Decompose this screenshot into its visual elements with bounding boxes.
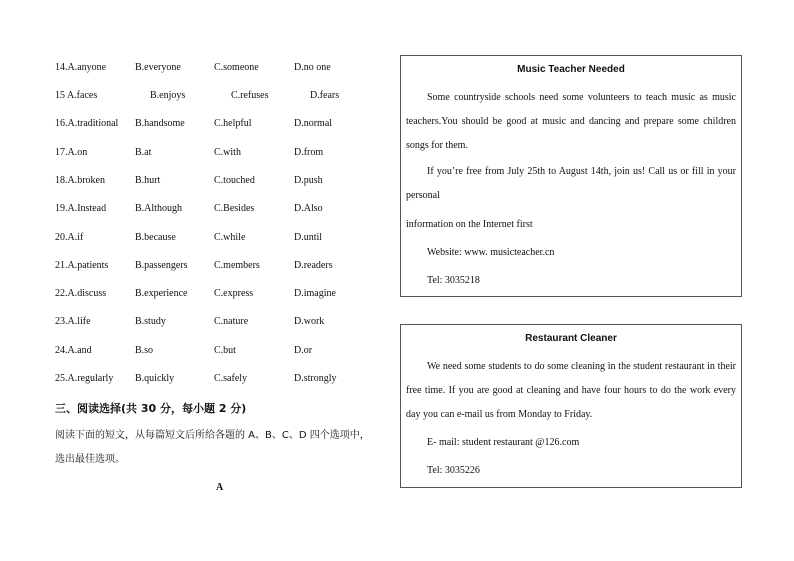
option-d: D.imagine [294,288,336,299]
option-d: D.work [294,316,325,327]
option-a: 21.A.patients [55,260,109,271]
ad-phone: Tel: 3035226 [427,465,480,476]
option-d: D.from [294,147,324,158]
option-c: C.members [214,260,260,271]
instruction-line: 阅读下面的短文，从每篇短文后所给各题的 A、B、C、D 四个选项中， [55,430,370,441]
option-c: C.nature [214,316,249,327]
option-a: 17.A.on [55,147,88,158]
option-c: C.but [214,345,236,356]
option-d: D.or [294,345,313,356]
option-c: C.refuses [231,90,269,101]
option-a: 15 A.faces [55,90,98,101]
restaurant-cleaner-ad [400,324,742,488]
option-b: B.study [135,316,166,327]
option-c: C.express [214,288,254,299]
option-a: 22.A.discuss [55,288,107,299]
option-b: B.experience [135,288,188,299]
option-b: B.so [135,345,154,356]
option-c: C.Besides [214,203,255,214]
option-a: 18.A.broken [55,175,105,186]
option-d: D.Also [294,203,323,214]
ad-email: E- mail: student restaurant @126.com [427,437,580,448]
option-a: 19.A.Instead [55,203,107,214]
option-d: D.normal [294,118,333,129]
ad-website: Website: www. musicteacher.cn [427,247,555,258]
option-b: B.at [135,147,152,158]
option-a: 23.A.life [55,316,91,327]
music-teacher-ad [400,55,742,297]
option-d: D.until [294,232,323,243]
passage-label: A [216,482,224,493]
option-d: D.strongly [294,373,337,384]
option-b: B.Although [135,203,182,214]
instruction-line: 选出最佳选项。 [55,454,125,465]
option-a: 14.A.anyone [55,62,107,73]
option-a: 24.A.and [55,345,92,356]
option-d: D.push [294,175,323,186]
option-b: B.passengers [135,260,188,271]
option-b: B.because [135,232,176,243]
ad-title: Music Teacher Needed [517,64,625,75]
option-b: B.everyone [135,62,181,73]
option-b: B.hurt [135,175,161,186]
option-d: D.fears [310,90,340,101]
ad-phone: Tel: 3035218 [427,275,480,286]
option-a: 25.A.regularly [55,373,114,384]
option-b: B.quickly [135,373,175,384]
section-title: 三、阅读选择(共 30 分，每小题 2 分) [55,402,247,415]
option-c: C.someone [214,62,259,73]
option-b: B.enjoys [150,90,186,101]
option-d: D.no one [294,62,331,73]
option-c: C.helpful [214,118,252,129]
ad-paragraph: information on the Internet first [406,219,533,230]
option-a: 20.A.if [55,232,84,243]
option-c: C.while [214,232,246,243]
option-d: D.readers [294,260,333,271]
ad-paragraph: Some countryside schools need some volunteers to teach music as music teachers.You should be good at music and dancing and prepare some children songs for them. [406,92,736,151]
ad-title: Restaurant Cleaner [525,333,617,344]
ad-paragraph: We need some students to do some cleaning in the student restaurant in their free time. If you are good at cleaning and have four hours to do the work every day you can e-mail us from Monday to Friday. [406,361,736,420]
option-b: B.handsome [135,118,185,129]
option-c: C.touched [214,175,255,186]
ad-paragraph: If you’re free from July 25th to August 14th, join us! Call us or fill in your personal [406,166,736,201]
option-a: 16.A.traditional [55,118,119,129]
option-c: C.with [214,147,241,158]
option-c: C.safely [214,373,248,384]
